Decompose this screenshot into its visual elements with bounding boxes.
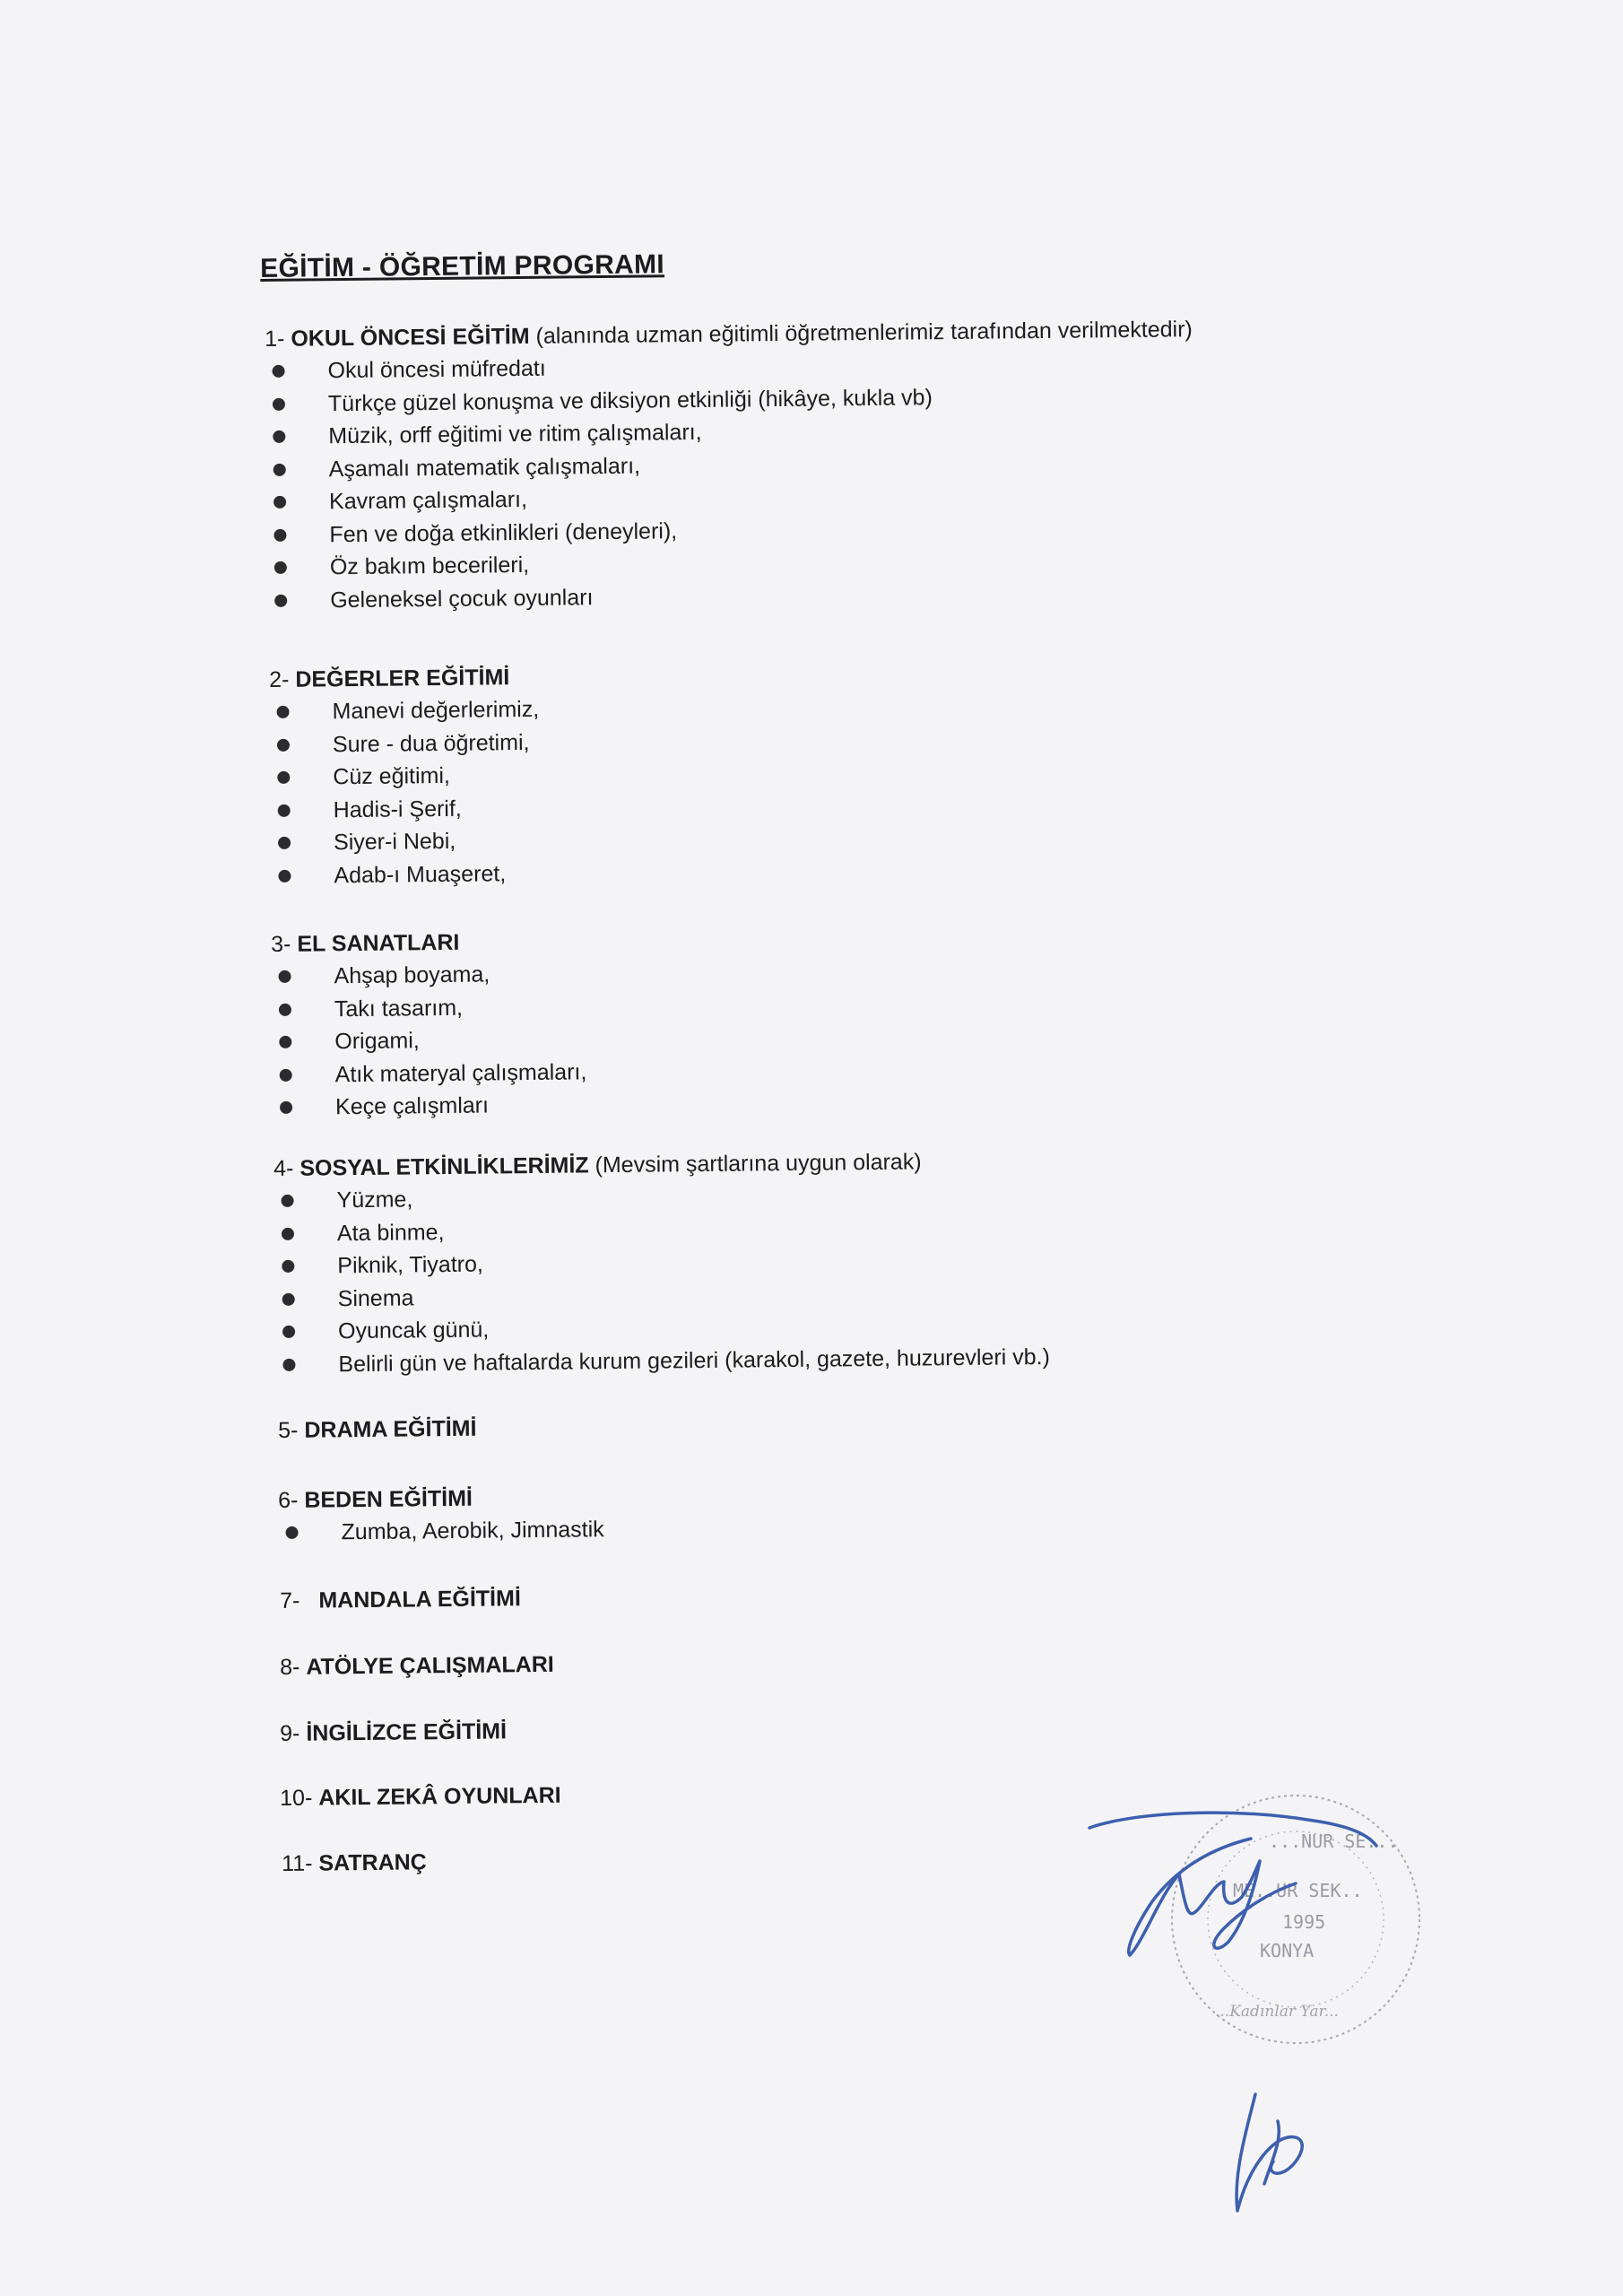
section-heading: [280, 1715, 507, 1750]
section-number: 9-: [280, 1720, 300, 1746]
bullet-icon: [280, 1101, 292, 1114]
list-item-text: Adab-ı Muaşeret,: [334, 860, 507, 888]
section-item-list: [273, 1177, 1050, 1381]
section-item-list: [278, 1513, 604, 1549]
bullet-icon: [281, 1195, 293, 1207]
list-item-text: Manevi değerlerimiz,: [332, 696, 540, 725]
section-number: 5-: [278, 1417, 299, 1443]
list-item-text: Yüzme,: [336, 1187, 413, 1213]
section-akil-zeka: [280, 1779, 561, 1814]
bullet-icon: [276, 706, 289, 718]
section-mandala: [280, 1582, 521, 1617]
list-item-text: Belirli gün ve haftalarda kurum gezileri (karakol, gazete, huzurevleri vb.): [338, 1344, 1050, 1377]
stamp-text-bottom: ...Kadınlar Yar...: [1215, 2003, 1339, 2021]
list-item-text: Müzik, orff eğitimi ve ritim çalışmaları,: [328, 419, 702, 449]
section-number: 10-: [280, 1785, 313, 1811]
section-name: MANDALA EĞİTİMİ: [318, 1586, 521, 1613]
section-degerler: [269, 661, 541, 892]
section-number: 1-: [265, 326, 285, 352]
bullet-icon: [279, 1003, 291, 1015]
section-name: ATÖLYE ÇALIŞMALARI: [306, 1651, 554, 1680]
section-sosyal-etkinlikler: [273, 1144, 1050, 1381]
bullet-icon: [282, 1260, 294, 1273]
section-drama: [278, 1413, 477, 1447]
list-item: [275, 1340, 1050, 1381]
section-number: 6-: [278, 1487, 299, 1513]
list-item: [273, 1088, 587, 1124]
bullet-icon: [278, 837, 291, 849]
list-item-text: Zumba, Aerobik, Jimnastik: [341, 1517, 604, 1545]
stamp-text-line4: KONYA: [1260, 1940, 1315, 1961]
list-item: [272, 990, 586, 1026]
section-heading: [280, 1648, 554, 1683]
bullet-icon: [277, 738, 290, 751]
section-item-list: [269, 693, 541, 892]
bullet-icon: [274, 594, 287, 606]
section-heading: [269, 661, 539, 696]
bullet-icon: [273, 463, 286, 475]
section-item-list: [271, 957, 587, 1124]
bullet-icon: [282, 1358, 295, 1370]
section-item-list: [265, 345, 1195, 617]
list-item-text: Takı tasarım,: [334, 995, 464, 1022]
list-item-text: Ahşap boyama,: [334, 961, 490, 989]
section-ingilizce: [280, 1715, 507, 1750]
section-el-sanatlari: [271, 925, 587, 1124]
list-item-text: Sure - dua öğretimi,: [332, 729, 530, 757]
section-number: 3-: [271, 931, 291, 957]
bullet-icon: [277, 771, 290, 784]
list-item-text: Kavram çalışmaları,: [328, 486, 528, 515]
section-note: (alanında uzman eğitimli öğretmenlerimiz tarafından verilmektedir): [535, 317, 1193, 349]
bullet-icon: [280, 1068, 292, 1081]
list-item-text: Cüz eğitimi,: [333, 762, 451, 790]
list-item-text: Geleneksel çocuk oyunları: [330, 584, 594, 613]
section-number: 2-: [269, 666, 290, 692]
list-item: [269, 693, 539, 729]
list-item: [271, 824, 541, 860]
section-name: DRAMA EĞİTİMİ: [304, 1415, 477, 1443]
list-item-text: Piknik, Tiyatro,: [337, 1251, 484, 1279]
list-item-text: Ata binme,: [336, 1219, 445, 1246]
bullet-icon: [279, 1036, 291, 1048]
list-item: [271, 957, 586, 993]
list-item-text: Okul öncesi müfredatı: [327, 355, 546, 384]
list-item: [271, 857, 541, 892]
section-name: DEĞERLER EĞİTİMİ: [295, 665, 510, 692]
list-item-text: Oyuncak günü,: [337, 1317, 490, 1344]
bullet-icon: [273, 430, 285, 443]
list-item-text: Fen ve doğa etkinlikleri (deneyleri),: [329, 517, 678, 547]
section-atolye: [280, 1648, 554, 1683]
list-item-text: Hadis-i Şerif,: [333, 796, 462, 822]
section-number: 8-: [280, 1654, 300, 1680]
section-name: BEDEN EĞİTİMİ: [304, 1485, 473, 1513]
section-satranc: [282, 1846, 427, 1880]
bullet-icon: [282, 1326, 295, 1338]
section-heading: [280, 1779, 561, 1814]
list-item: [278, 1513, 604, 1549]
bullet-icon: [273, 496, 286, 509]
list-item: [271, 791, 541, 827]
section-heading: [280, 1582, 521, 1617]
section-name: EL SANATLARI: [297, 929, 460, 957]
list-item-text: Öz bakım becerileri,: [329, 552, 530, 580]
list-item: [270, 726, 540, 761]
bullet-icon: [273, 528, 286, 541]
section-beden-egitimi: [278, 1481, 604, 1549]
bullet-icon: [285, 1526, 298, 1539]
list-item: [273, 1056, 587, 1091]
bullet-icon: [278, 869, 291, 882]
bullet-icon: [282, 1292, 295, 1305]
section-heading: [278, 1481, 604, 1517]
list-item: [270, 759, 540, 795]
section-heading: [282, 1846, 427, 1880]
section-note: (Mevsim şartlarına uygun olarak): [595, 1149, 922, 1178]
section-heading: [278, 1413, 477, 1447]
list-item-text: Siyer-i Nebi,: [333, 828, 456, 856]
list-item-text: Atık materyal çalışmaları,: [334, 1058, 587, 1087]
stamp-text-line1: ...NUR SE...: [1269, 1831, 1399, 1852]
bullet-icon: [278, 804, 291, 816]
official-stamp: [1081, 1785, 1421, 2063]
stamp-text-line2: ME..UR SEK..: [1233, 1880, 1363, 1901]
section-name: İNGİLİZCE EĞİTİMİ: [306, 1718, 508, 1746]
bullet-icon: [272, 365, 284, 378]
bullet-icon: [274, 561, 287, 574]
section-name: AKIL ZEKÂ OYUNLARI: [318, 1782, 561, 1811]
section-number: 7-: [280, 1587, 300, 1613]
bullet-icon: [282, 1227, 294, 1239]
section-heading: [271, 925, 586, 961]
document-title: EĞİTİM - ÖĞRETİM PROGRAMI: [260, 249, 665, 283]
bullet-icon: [278, 970, 291, 983]
list-item-text: Keçe çalışmları: [334, 1092, 490, 1120]
list-item-text: Türkçe güzel konuşma ve diksiyon etkinliği (hikâye, kukla vb): [327, 384, 933, 416]
section-number: 11-: [282, 1850, 313, 1876]
section-name: OKUL ÖNCESİ EĞİTİM: [291, 323, 530, 352]
stamp-text-line3: 1995: [1282, 1911, 1326, 1933]
section-name: SOSYAL ETKİNLİKLERİMİZ: [299, 1152, 589, 1181]
list-item-text: Origami,: [334, 1028, 420, 1055]
initial-signature: [1219, 2076, 1336, 2220]
section-name: SATRANÇ: [318, 1849, 427, 1876]
list-item: [272, 1022, 586, 1058]
list-item-text: Sinema: [337, 1284, 414, 1311]
list-item-text: Aşamalı matematik çalışmaları,: [328, 453, 641, 482]
bullet-icon: [273, 397, 285, 410]
section-okul-oncesi: [265, 313, 1195, 617]
section-number: 4-: [273, 1155, 294, 1181]
